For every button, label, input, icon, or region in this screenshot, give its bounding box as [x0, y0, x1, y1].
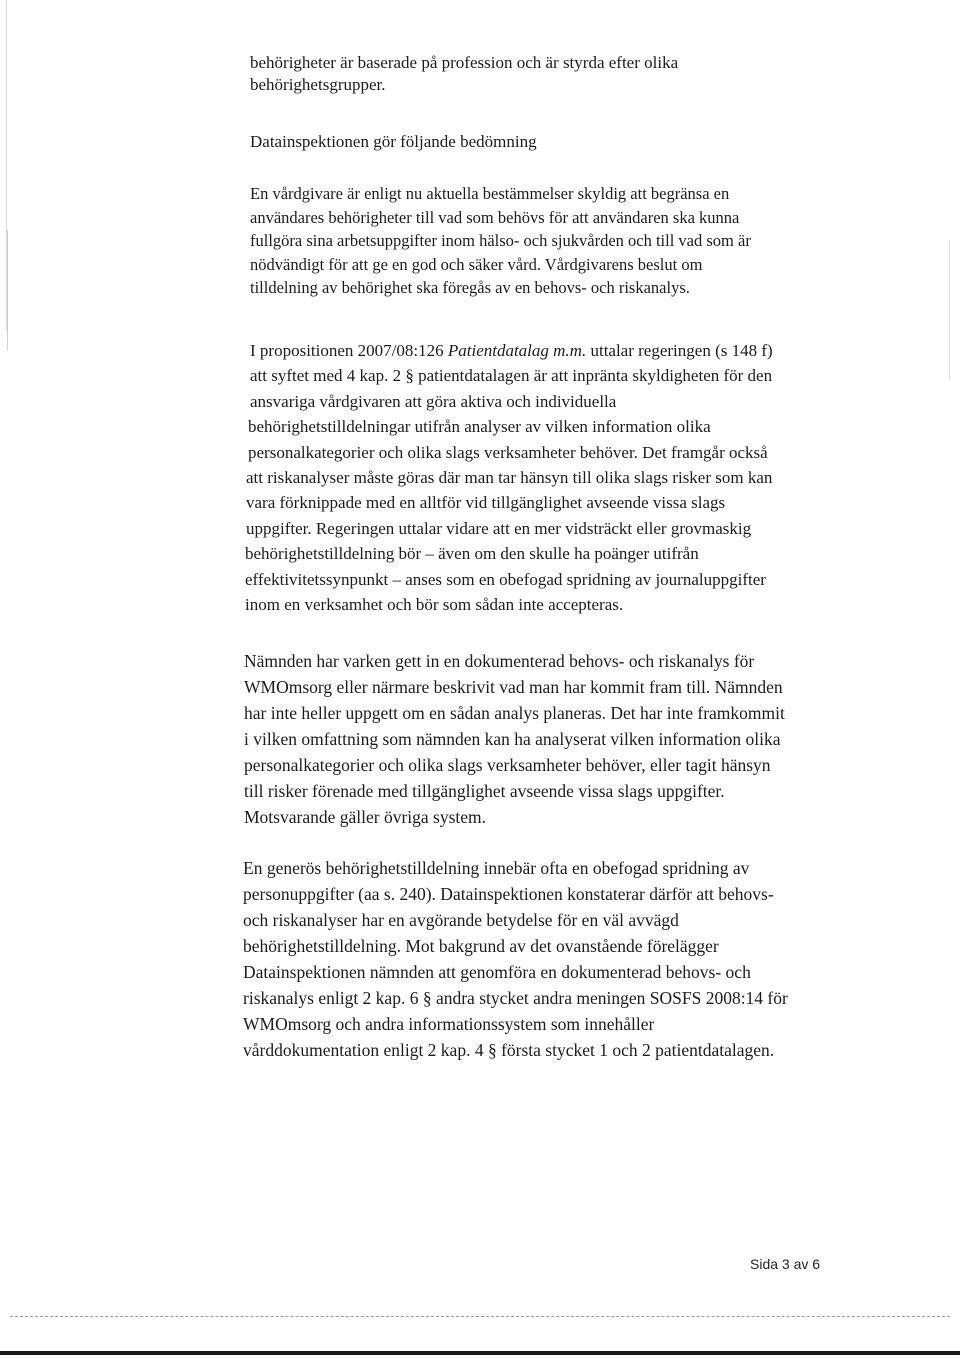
text-line	[250, 338, 840, 363]
text-line: En generös behörighetstilldelning innebär ofta en obefogad spridning av	[243, 858, 750, 878]
law-title: Patientdatalag m.m.	[447, 341, 587, 360]
paragraph-assessment	[250, 182, 840, 300]
text-line: användares behörigheter till vad som behövs för att användaren ska kunna	[250, 207, 740, 227]
text-line: behörigheter är baserade på profession och är styrda efter olika	[250, 53, 679, 72]
text-line: att syftet med 4 kap. 2 § patientdatalagen är att inpränta skyldigheten för den	[250, 366, 773, 386]
text-line: till risker förenade med tillgänglighet avseende vissa slags uppgifter.	[244, 781, 725, 801]
text-line: Datainspektionen nämnden att genomföra en dokumenterad behovs- och	[243, 962, 751, 982]
text-line: vårddokumentation enligt 2 kap. 4 § första stycket 1 och 2 patientdatalagen.	[243, 1040, 775, 1060]
text-line-part: I propositionen 2007/08:126 Patientdatalag m.m. uttalar regeringen (s 148 f)	[250, 341, 773, 360]
text-line: Nämnden har varken gett in en dokumenterad behovs- och riskanalys för	[244, 651, 755, 671]
text-line: personalkategorier och olika slags verksamheter behöver. Det framgår också	[248, 442, 768, 462]
paragraph-order	[243, 855, 833, 1063]
text-line: personuppgifter (aa s. 240). Datainspektionen konstaterar därför att behovs-	[243, 884, 774, 904]
text-line: tilldelning av behörighet ska föregås av en behovs- och riskanalys.	[250, 278, 690, 297]
text-line: Motsvarande gäller övriga system.	[244, 807, 487, 827]
paragraph-intro-continuation	[250, 52, 840, 96]
text-line: uppgifter. Regeringen uttalar vidare att en mer vidsträckt eller grovmaskig	[246, 518, 752, 538]
text-line: fullgöra sina arbetsuppgifter inom hälso- och sjukvården och till vad som är	[250, 231, 751, 250]
text-line: och riskanalyser har en avgörande betydelse för en väl avvägd	[243, 910, 679, 930]
text-line: behörighetsgrupper.	[250, 75, 386, 94]
footer-divider	[10, 1316, 950, 1317]
text-line: i vilken omfattning som nämnden kan ha analyserat vilken information olika	[244, 729, 781, 749]
text-line: En vårdgivare är enligt nu aktuella bestämmelser skyldig att begränsa en	[250, 184, 730, 203]
scan-edge-mark	[949, 240, 950, 380]
text-line: effektivitetssynpunkt – anses som en obefogad spridning av journaluppgifter	[245, 569, 766, 589]
text-line: behörighetstilldelningar utifrån analyser av vilken information olika	[248, 417, 711, 437]
section-heading	[250, 131, 840, 153]
text-line: att riskanalyser måste göras där man tar hänsyn till olika slags risker som kan	[246, 468, 773, 488]
paragraph-committee	[244, 648, 834, 830]
text-line: WMOmsorg eller närmare beskrivit vad man har kommit fram till. Nämnden	[244, 677, 783, 697]
text-line: WMOmsorg och andra informationssystem som innehåller	[243, 1014, 655, 1034]
text-line: nödvändigt för att ge en god och säker vård. Vårdgivarens beslut om	[250, 254, 703, 274]
text-line: Datainspektionen gör följande bedömning	[250, 132, 537, 151]
scan-edge-mark	[7, 230, 8, 350]
text-line: ansvariga vårdgivaren att göra aktiva och individuella	[250, 391, 617, 411]
text-line: behörighetstilldelning. Mot bakgrund av det ovanstående förelägger	[243, 936, 719, 956]
page-number: Sida 3 av 6	[750, 1256, 821, 1272]
paragraph-proposition	[245, 338, 840, 617]
text-line: har inte heller uppgett om en sådan analys planeras. Det har inte framkommit	[244, 703, 785, 723]
text-line: riskanalys enligt 2 kap. 6 § andra stycket andra meningen SOSFS 2008:14 för	[243, 988, 788, 1008]
scan-bottom-edge	[0, 1351, 960, 1355]
text-line: behörighetstilldelning bör – även om den skulle ha poänger utifrån	[245, 544, 699, 564]
text-line: inom en verksamhet och bör som sådan inte accepteras.	[245, 595, 624, 615]
text-line: personalkategorier och olika slags verksamheter behöver, eller tagit hänsyn	[244, 755, 771, 775]
text-line: vara förknippade med en alltför vid tillgänglighet avseende vissa slags	[246, 493, 726, 513]
